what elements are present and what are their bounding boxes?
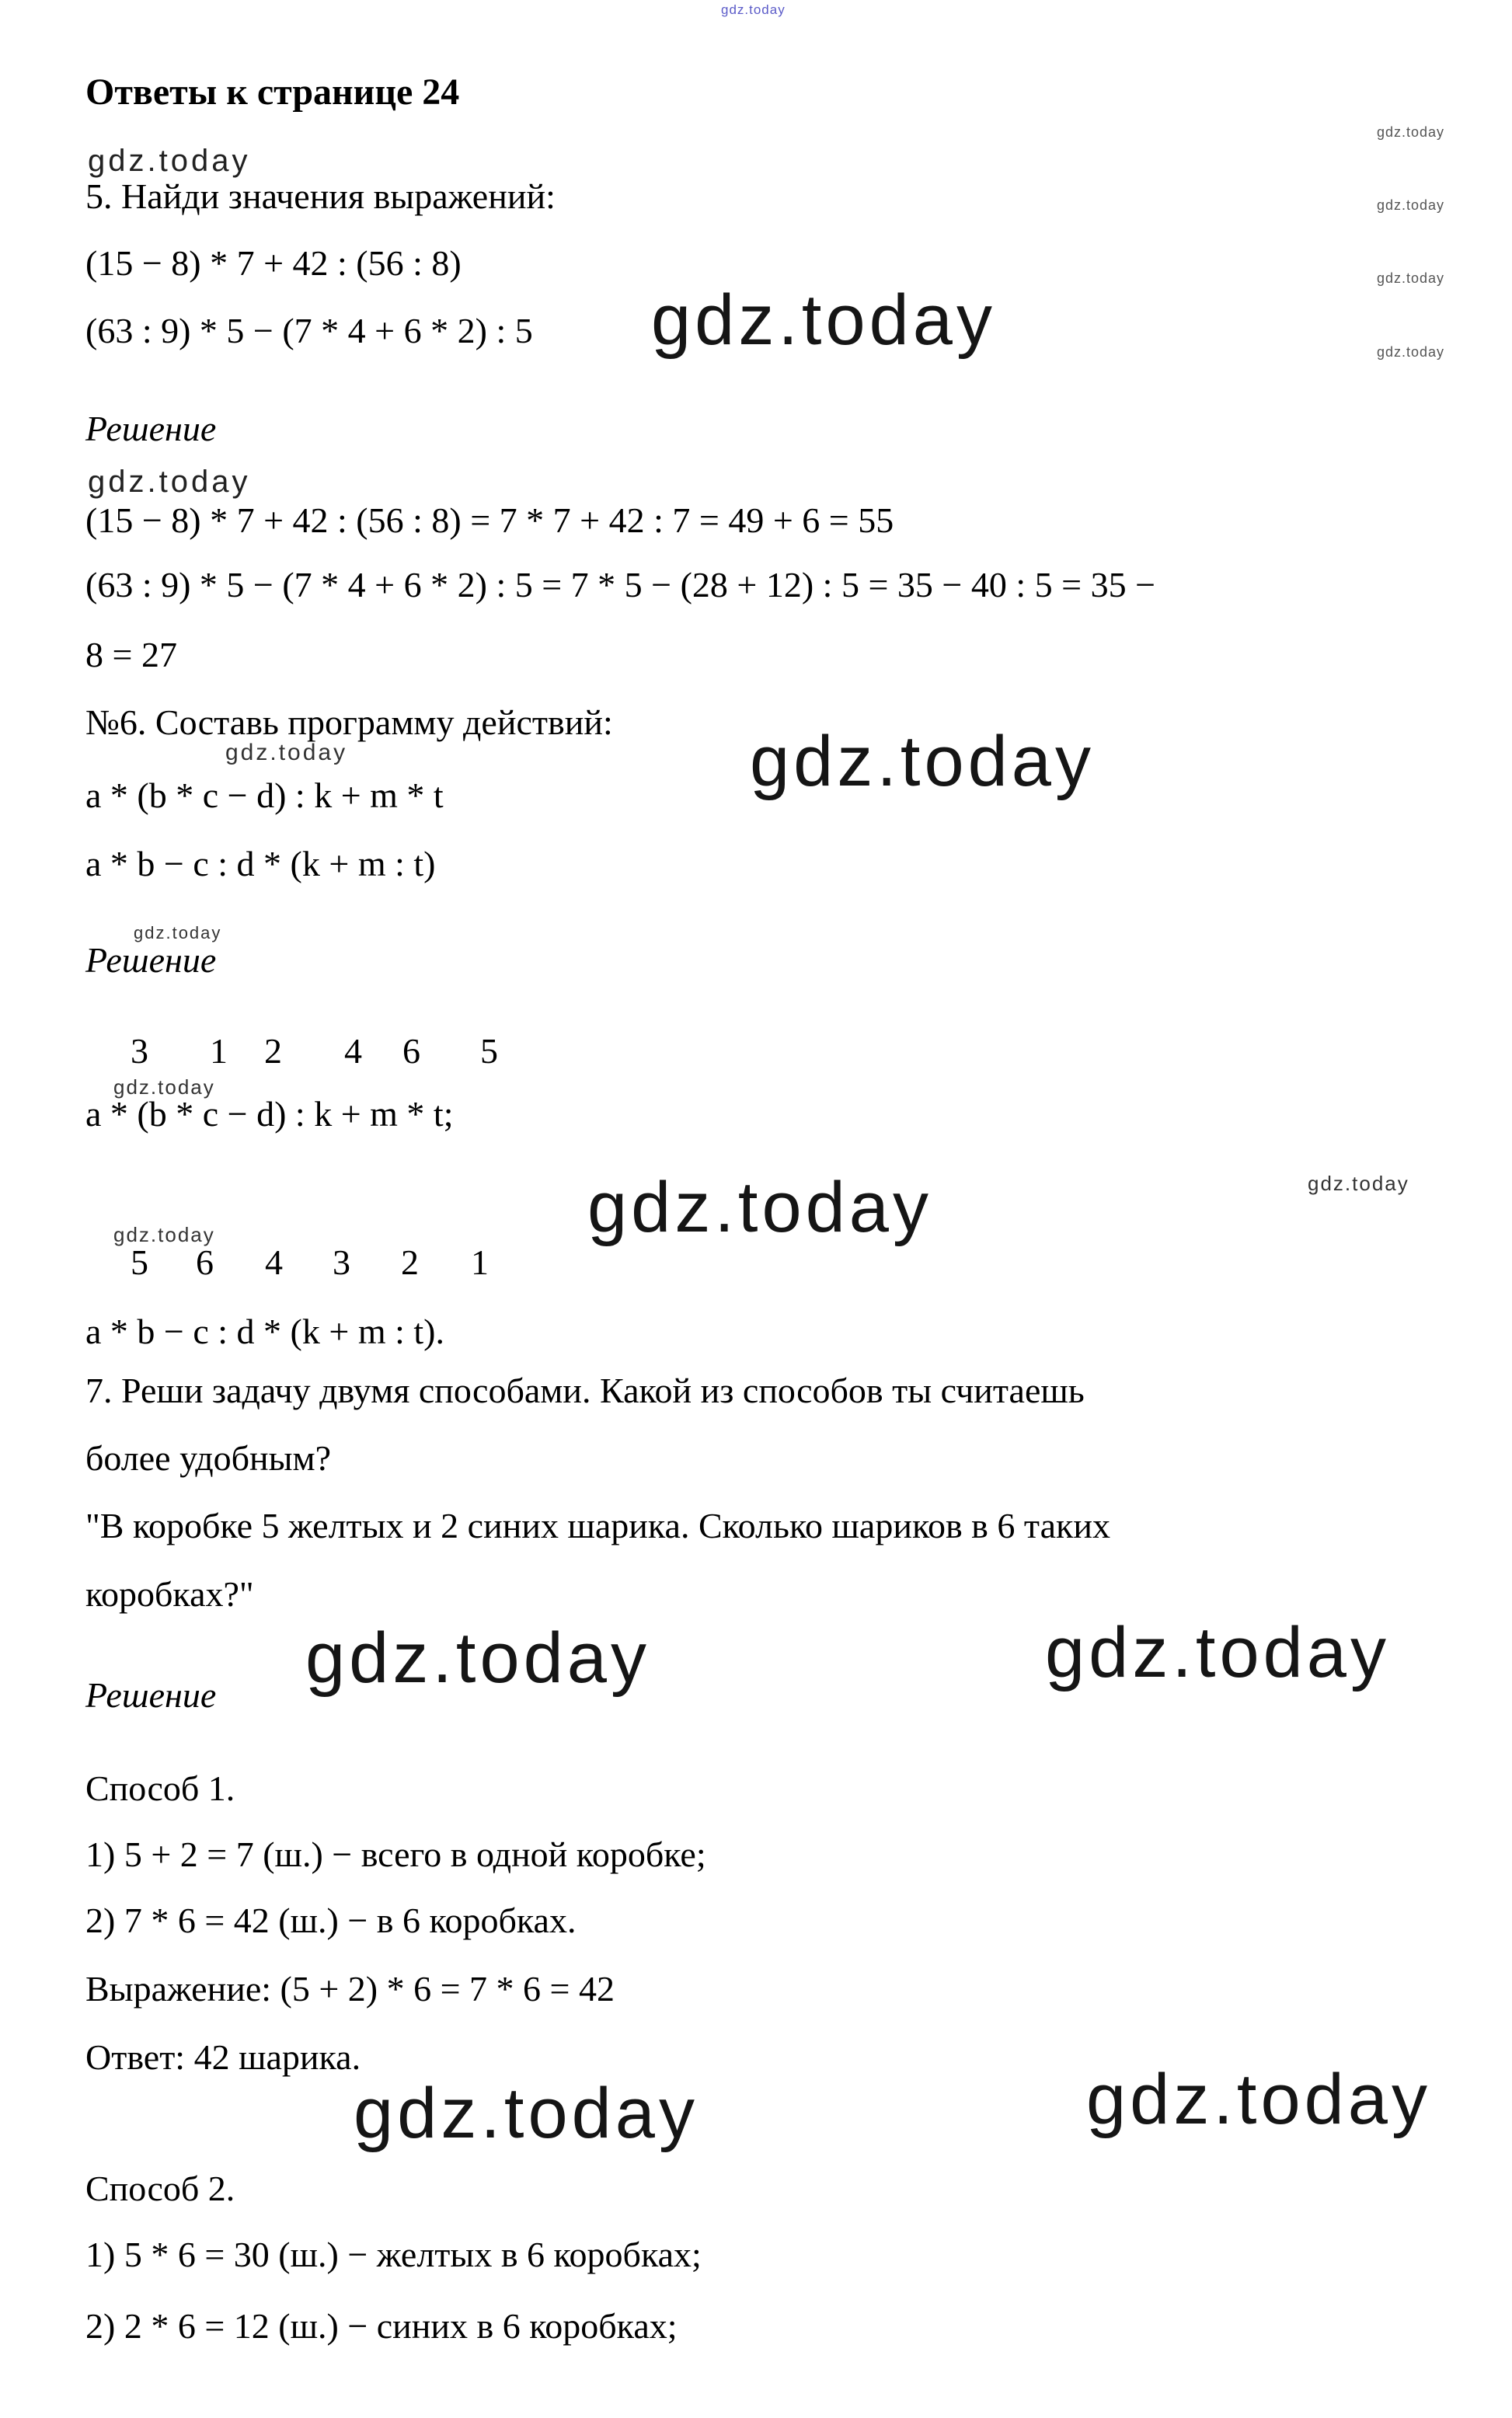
watermark-large-3: gdz.today (587, 1168, 932, 1247)
task7-quote-line-1: "В коробке 5 желтых и 2 синих шарика. Сколько шариков в 6 таких (85, 1506, 1110, 1545)
order-digit: 1 (210, 1031, 228, 1071)
watermark-margin-4: gdz.today (1377, 344, 1445, 360)
method2-step-1: 1) 5 * 6 = 30 (ш.) − желтых в 6 коробках; (85, 2235, 702, 2274)
order-digit: 2 (401, 1242, 419, 1282)
watermark-margin-2: gdz.today (1377, 197, 1445, 213)
task7-heading-line-1: 7. Реши задачу двумя способами. Какой из способов ты считаешь (85, 1371, 1085, 1410)
order-digit: 4 (265, 1242, 283, 1282)
watermark-large-7: gdz.today (1086, 2060, 1431, 2139)
watermark-margin-1: gdz.today (1377, 124, 1445, 140)
task6-solution-label: Решение (85, 940, 217, 980)
order-digit: 6 (196, 1242, 214, 1282)
watermark-inline-3: gdz.today (225, 740, 348, 765)
order-digit: 2 (264, 1031, 282, 1071)
method2-title: Способ 2. (85, 2169, 235, 2208)
method2-step-2: 2) 2 * 6 = 12 (ш.) − синих в 6 коробках; (85, 2306, 678, 2346)
order-digit: 3 (131, 1031, 148, 1071)
watermark-margin-3: gdz.today (1377, 270, 1445, 286)
watermark-inline-4: gdz.today (134, 923, 222, 942)
watermark-large-5: gdz.today (1045, 1613, 1390, 1692)
watermark-large-1: gdz.today (651, 280, 996, 360)
task5-solution-line-2: (63 : 9) * 5 − (7 * 4 + 6 * 2) : 5 = 7 * 5 − (28 + 12) : 5 = 35 − 40 : 5 = 35 − (85, 565, 1156, 604)
watermark-margin-5: gdz.today (1308, 1172, 1409, 1195)
task7-solution-label: Решение (85, 1675, 217, 1715)
watermark-inline-1: gdz.today (88, 144, 251, 178)
task6-expression-1: a * (b * c − d) : k + m * t (85, 775, 444, 815)
order-digit: 3 (333, 1242, 350, 1282)
order-digit: 4 (344, 1031, 362, 1071)
task5-solution-label: Решение (85, 409, 217, 448)
method1-step-2: 2) 7 * 6 = 42 (ш.) − в 6 коробках. (85, 1901, 577, 1940)
task6-heading: №6. Составь программу действий: (85, 702, 613, 742)
order-digit: 1 (471, 1242, 489, 1282)
task6-solution-line-1: a * (b * c − d) : k + m * t; (85, 1094, 454, 1134)
method1-answer: Ответ: 42 шарика. (85, 2037, 361, 2077)
method1-step-1: 1) 5 + 2 = 7 (ш.) − всего в одной коробке; (85, 1834, 706, 1874)
task5-solution-line-3: 8 = 27 (85, 635, 177, 674)
order-digit: 5 (131, 1242, 148, 1282)
task6-expression-2: a * b − c : d * (k + m : t) (85, 844, 436, 883)
order-digit: 5 (480, 1031, 498, 1071)
task5-solution-line-1: (15 − 8) * 7 + 42 : (56 : 8) = 7 * 7 + 42 : 7 = 49 + 6 = 55 (85, 500, 894, 540)
watermark-large-6: gdz.today (354, 2074, 699, 2153)
task7-quote-line-2: коробках?" (85, 1574, 254, 1614)
watermark-large-4: gdz.today (305, 1618, 650, 1698)
task5-heading: 5. Найди значения выражений: (85, 176, 556, 216)
task5-expression-1: (15 − 8) * 7 + 42 : (56 : 8) (85, 243, 462, 283)
watermark-inline-6: gdz.today (113, 1223, 215, 1246)
task7-heading-line-2: более удобным? (85, 1438, 332, 1478)
order-digit: 6 (402, 1031, 420, 1071)
method1-title: Способ 1. (85, 1768, 235, 1808)
watermark-large-2: gdz.today (750, 722, 1095, 801)
watermark-inline-5: gdz.today (113, 1075, 215, 1099)
task6-solution-line-2: a * b − c : d * (k + m : t). (85, 1312, 444, 1351)
watermark-link-top[interactable]: gdz.today (721, 2, 786, 17)
method1-expression: Выражение: (5 + 2) * 6 = 7 * 6 = 42 (85, 1969, 615, 2009)
page-title: Ответы к странице 24 (85, 71, 460, 113)
task5-expression-2: (63 : 9) * 5 − (7 * 4 + 6 * 2) : 5 (85, 311, 533, 350)
watermark-inline-2: gdz.today (88, 465, 251, 499)
